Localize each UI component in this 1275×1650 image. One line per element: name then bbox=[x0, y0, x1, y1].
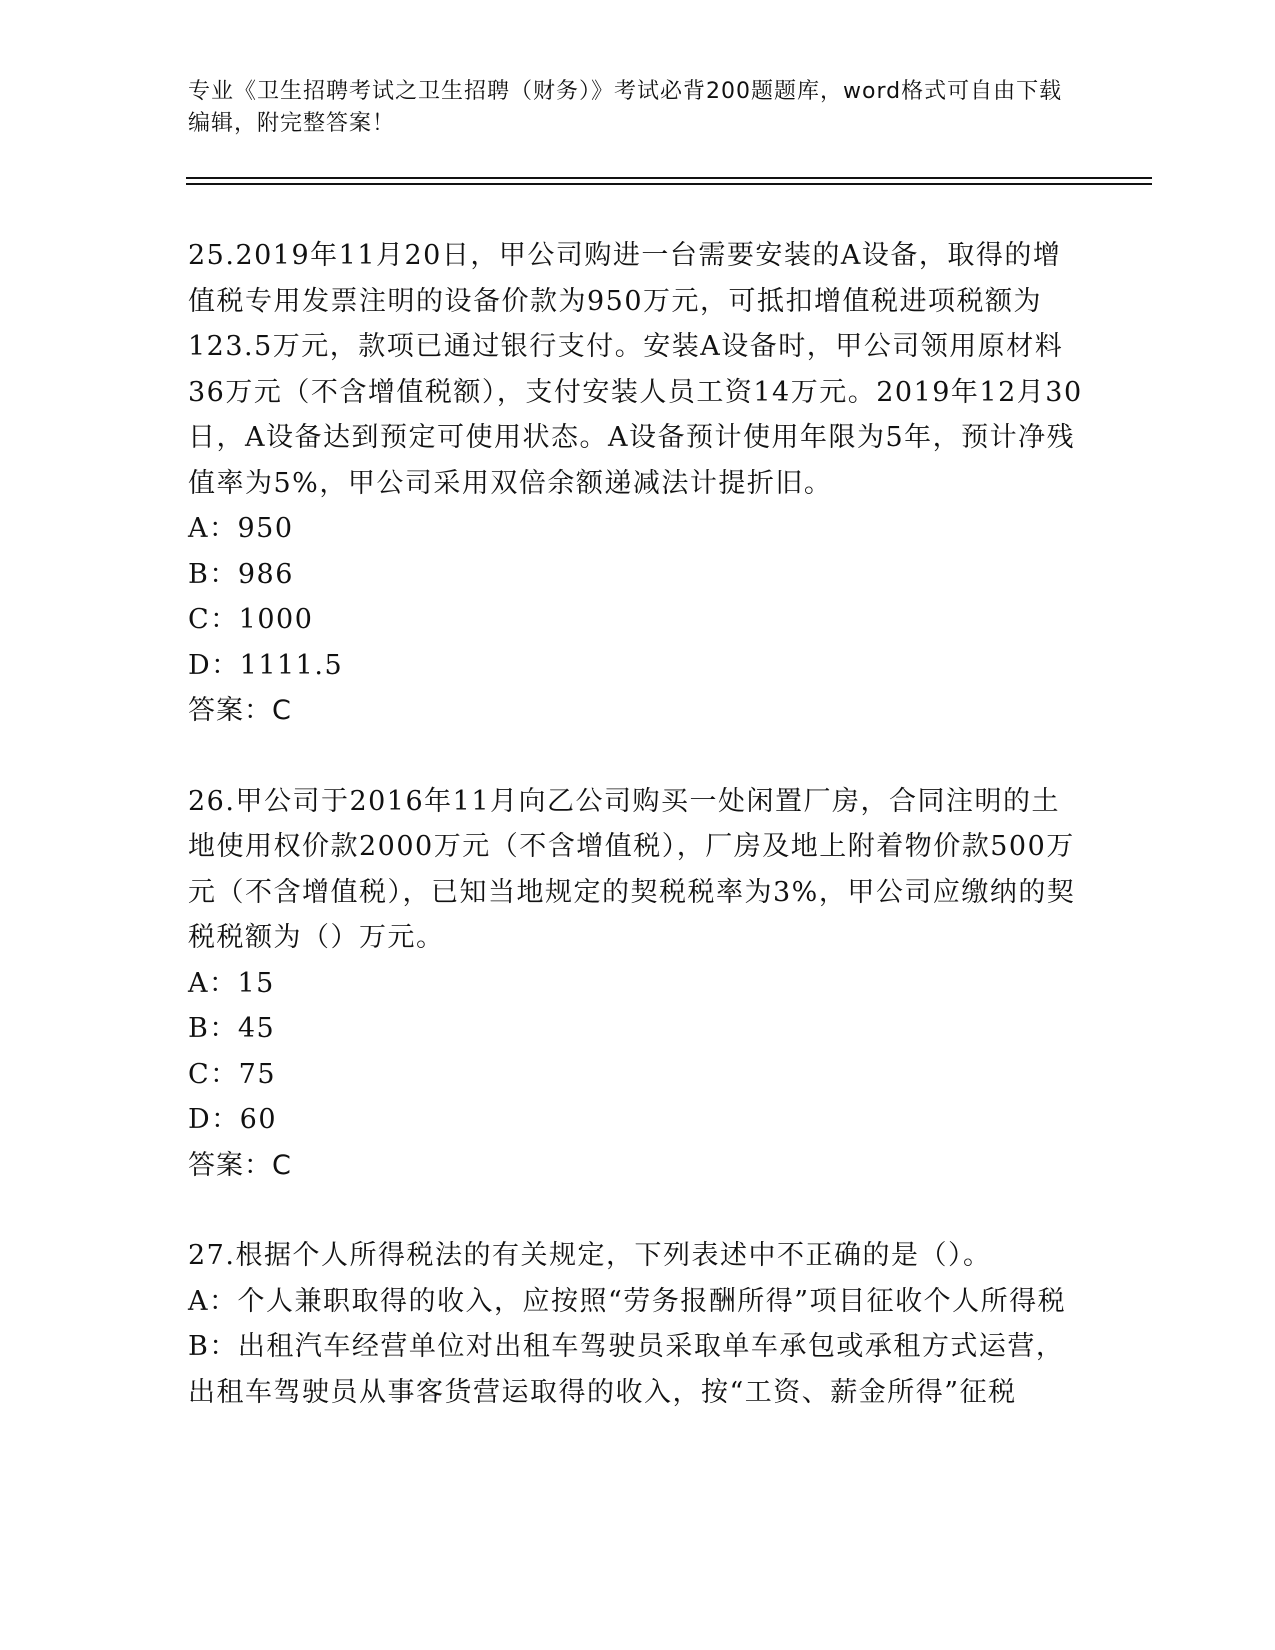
question-26 bbox=[188, 779, 1088, 1189]
option-b: B：出租汽车经营单位对出租车驾驶员采取单车承包或承租方式运营，出租车驾驶员从事客货营运取得的收入，按“工资、薪金所得”征税 bbox=[188, 1331, 1065, 1408]
question-27 bbox=[188, 1233, 1088, 1415]
question-25 bbox=[188, 233, 1088, 734]
option-b: B：986 bbox=[188, 558, 294, 590]
header-rule-bottom bbox=[186, 183, 1152, 185]
option-c: C：1000 bbox=[188, 604, 314, 635]
option-a: A：950 bbox=[188, 513, 294, 544]
question-spacer bbox=[188, 1188, 1088, 1233]
option-a: A：15 bbox=[188, 967, 275, 999]
question-list bbox=[188, 233, 1088, 1415]
header-rule-top bbox=[186, 177, 1152, 179]
answer: 答案：C bbox=[188, 695, 292, 726]
answer: 答案：C bbox=[188, 1149, 292, 1181]
question-text: 27.根据个人所得税法的有关规定，下列表述中不正确的是（）。 bbox=[188, 1240, 992, 1271]
document-header: 专业《卫生招聘考试之卫生招聘（财务）》考试必背200题题库，word格式可自由下载编辑，附完整答案！ bbox=[188, 79, 1063, 136]
question-spacer bbox=[188, 734, 1088, 779]
question-text: 25.2019年11月20日，甲公司购进一台需要安装的A设备，取得的增值税专用发票注明的设备价款为950万元，可抵扣增值税进项税额为123.5万元，款项已通过银行支付。安装A设备时，甲公司领用原材料36万元（不含增值税额），支付安装人员工资14万元。2019年12月30日，A设备达到预定可使用状态。A设备预计使用年限为5年，预计净残值率为5%，甲公司采用双倍余额递减法计提折旧。 bbox=[188, 240, 1083, 499]
option-a: A：个人兼职取得的收入，应按照“劳务报酬所得”项目征收个人所得税 bbox=[188, 1285, 1067, 1317]
option-d: D：1111.5 bbox=[188, 649, 344, 681]
option-d: D：60 bbox=[188, 1104, 278, 1135]
question-text: 26.甲公司于2016年11月向乙公司购买一处闲置厂房，合同注明的土地使用权价款2000万元（不含增值税），厂房及地上附着物价款500万元（不含增值税），已知当地规定的契税税率为3%，甲公司应缴纳的契税税额为（）万元。 bbox=[188, 785, 1076, 953]
option-c: C：75 bbox=[188, 1058, 277, 1090]
option-b: B：45 bbox=[188, 1013, 276, 1044]
